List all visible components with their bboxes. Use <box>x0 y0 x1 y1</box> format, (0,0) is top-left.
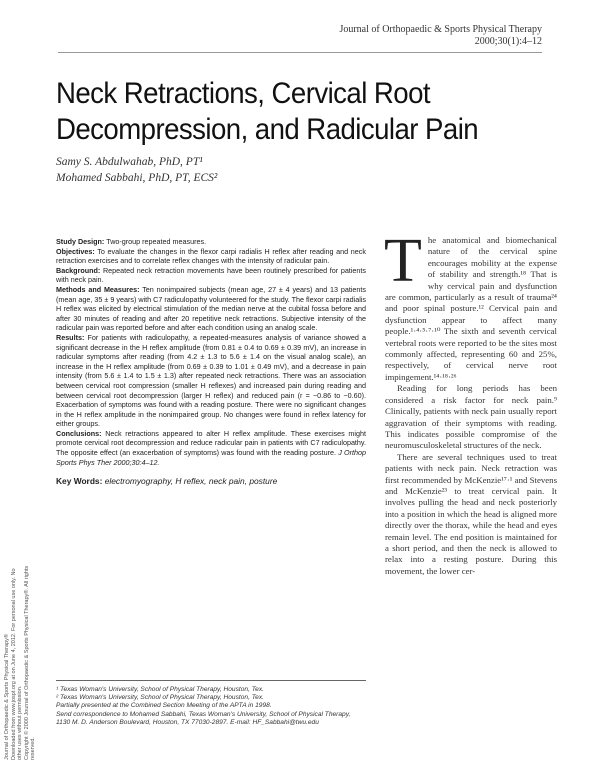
footnote-affiliation-2: ² Texas Woman's University, School of Physical Therapy, Houston, Tex. <box>56 694 264 702</box>
body-paragraph-1-text: he anatomical and biomechanical nature of the cervical spine encourages mobility at the expense of stability and strength.¹⁸ That is why cervical pain and dysfunction are common, particularly as a result of trauma²⁴ and poor spinal posture.¹² Cervical pain and dysfunction appear to affect many people.¹·⁴·⁵·⁷·¹⁰ The sixth and seventh cervical vertebral roots were reported to be the sites most commonly affected, representing 60 and 25%, respectively, of cervical nerve root impingement.¹⁴·¹⁸·²⁶ <box>385 235 557 382</box>
results-text: For patients with radiculopathy, a repeated-measures analysis of variance showed a significant decrease in the H reflex amplitude (from 0.81 ± 0.4 to 0.69 ± 0.39 mV), an increase in radicular symptoms after reading (from 4.2 ± 1.3 to 5.6 ± 1.4 on the visual analog scale), an increase in the H reflex amplitude (from 0.69 ± 0.39 to 1.01 ± 0.49 mV), and a decrease in pain intensity (from 5.6 ± 1.4 to 1.5 ± 1.3) after repeated neck retractions. There was an association between cervical root compression (smaller H reflexes) and increased pain during reading and between cervical root decompression (larger H reflex) and reduced pain (r = −0.86 to −0.60). Exacerbation of symptoms was found with a reading posture. There were no significant changes in the H reflex amplitude in the nonimpaired group. No changes were found in reflex latency for either groups. <box>56 332 366 429</box>
results-label: Results: <box>56 332 85 342</box>
methods-text: Ten nonimpaired subjects (mean age, 27 ± 4 years) and 13 patients (mean age, 35 ± 9 years) with C7 radiculopathy volunteered for the study. The flexor carpi radialis H reflex was elicited by electrical stimulation of the median nerve at the cubital fossa before and after 30 minutes of reading and after 20 repetitive neck retractions. Subjective intensity of the radicular pain was reported before and after each condition using an analog scale. <box>56 284 367 333</box>
header-rule <box>58 52 542 53</box>
footnote-rule <box>56 680 366 681</box>
footnote-presentation: Partially presented at the Combined Section Meeting of the APTA in 1998. <box>56 702 272 710</box>
journal-citation: 2000;30(1):4–12 <box>474 36 542 47</box>
abstract-results <box>56 333 366 429</box>
author-1: Samy S. Abdulwahab, PhD, PT¹ <box>56 156 203 168</box>
author-2: Mohamed Sabbahi, PhD, PT, ECS² <box>56 172 218 184</box>
abstract-design <box>56 237 366 247</box>
body-paragraph-1 <box>384 227 557 383</box>
objectives-text: To evaluate the changes in the flexor carpi radialis H reflex after reading and neck retraction exercises and to correlate reflex changes with the intensity of radicular pain. <box>56 246 366 266</box>
conclusions-label: Conclusions: <box>56 428 102 438</box>
background-text: Repeated neck retraction movements have been routinely prescribed for patients with neck pain. <box>56 265 366 285</box>
objectives-label: Objectives: <box>56 246 95 256</box>
copyright-side-note <box>4 560 37 760</box>
article-title <box>56 76 516 148</box>
title-line-2: Decompression, and Radicular Pain <box>56 113 479 146</box>
body-paragraph-2: Reading for long periods has been considered a risk factor for neck pain.⁹ Clinically, patients with neck pain usually report aggravation of their symptoms with reading. This indicates possible compromise of the neuromusculoskeletal structures of the neck. <box>385 383 557 451</box>
side-note-line-2: Downloaded from www.jospt.org at on June 4, 2012. For personal use only. No other uses without permission. <box>10 568 24 760</box>
footnotes <box>56 686 376 727</box>
footnote-correspondence: Send correspondence to Mohamed Sabbahi, Texas Woman's University, School of Physical Therapy, <box>56 710 351 718</box>
abstract-conclusions <box>56 429 366 467</box>
body-paragraph-3: There are several techniques used to treat patients with neck pain. Neck retraction was first recommended by McKenzie¹⁷·¹ and Stevens and McKenzie²³ to treat cervical pain. It involves pulling the head and neck posteriorly into a position in which the head is aligned more directly over the thorax, while the head and eyes remain level. The end position is maintained for a short period, and then the neck is allowed to relax into a resting posture. During this movement, the lower cer- <box>385 451 557 576</box>
abstract-objectives <box>56 247 366 266</box>
footnote-affiliation-1: ¹ Texas Woman's University, School of Physical Therapy, Houston, Tex. <box>56 686 264 693</box>
background-label: Background: <box>56 265 101 275</box>
abstract-methods <box>56 285 366 333</box>
side-note-line-1: Journal of Orthopaedic & Sports Physical Therapy® <box>4 634 10 760</box>
design-label: Study Design: <box>56 237 105 246</box>
abstract-citation: J Orthop Sports Phys Ther 2000;30:4–12. <box>56 448 366 467</box>
abstract <box>56 237 366 487</box>
side-note-line-3: Copyright © 2000 Journal of Orthopaedic & Sports Physical Therapy®. All rights reserved. <box>23 565 37 760</box>
body-text-column <box>384 227 557 577</box>
methods-label: Methods and Measures: <box>56 284 140 294</box>
abstract-background <box>56 266 366 285</box>
drop-cap: T <box>384 227 422 295</box>
conclusions-text: Neck retractions appeared to alter H reflex amplitude. These exercises might promote cervical root decompression and reduce radicular pain in patients with C7 radiculopathy. The opposite effect (an exacerbation of symptoms) was found with the reading posture. <box>56 428 366 458</box>
journal-name: Journal of Orthopaedic & Sports Physical Therapy <box>339 24 542 35</box>
journal-header <box>339 24 542 48</box>
title-line-1: Neck Retractions, Cervical Root <box>56 77 431 110</box>
keywords <box>56 477 366 487</box>
footnote-address: 1130 M. D. Anderson Boulevard, Houston, TX 77030-2897. E-mail: HF_Sabbahi@twu.edu <box>56 718 319 726</box>
keywords-label: Key Words: <box>56 476 103 487</box>
design-text: Two-group repeated measures. <box>106 237 207 246</box>
keywords-text: electromyography, H reflex, neck pain, posture <box>104 476 278 487</box>
